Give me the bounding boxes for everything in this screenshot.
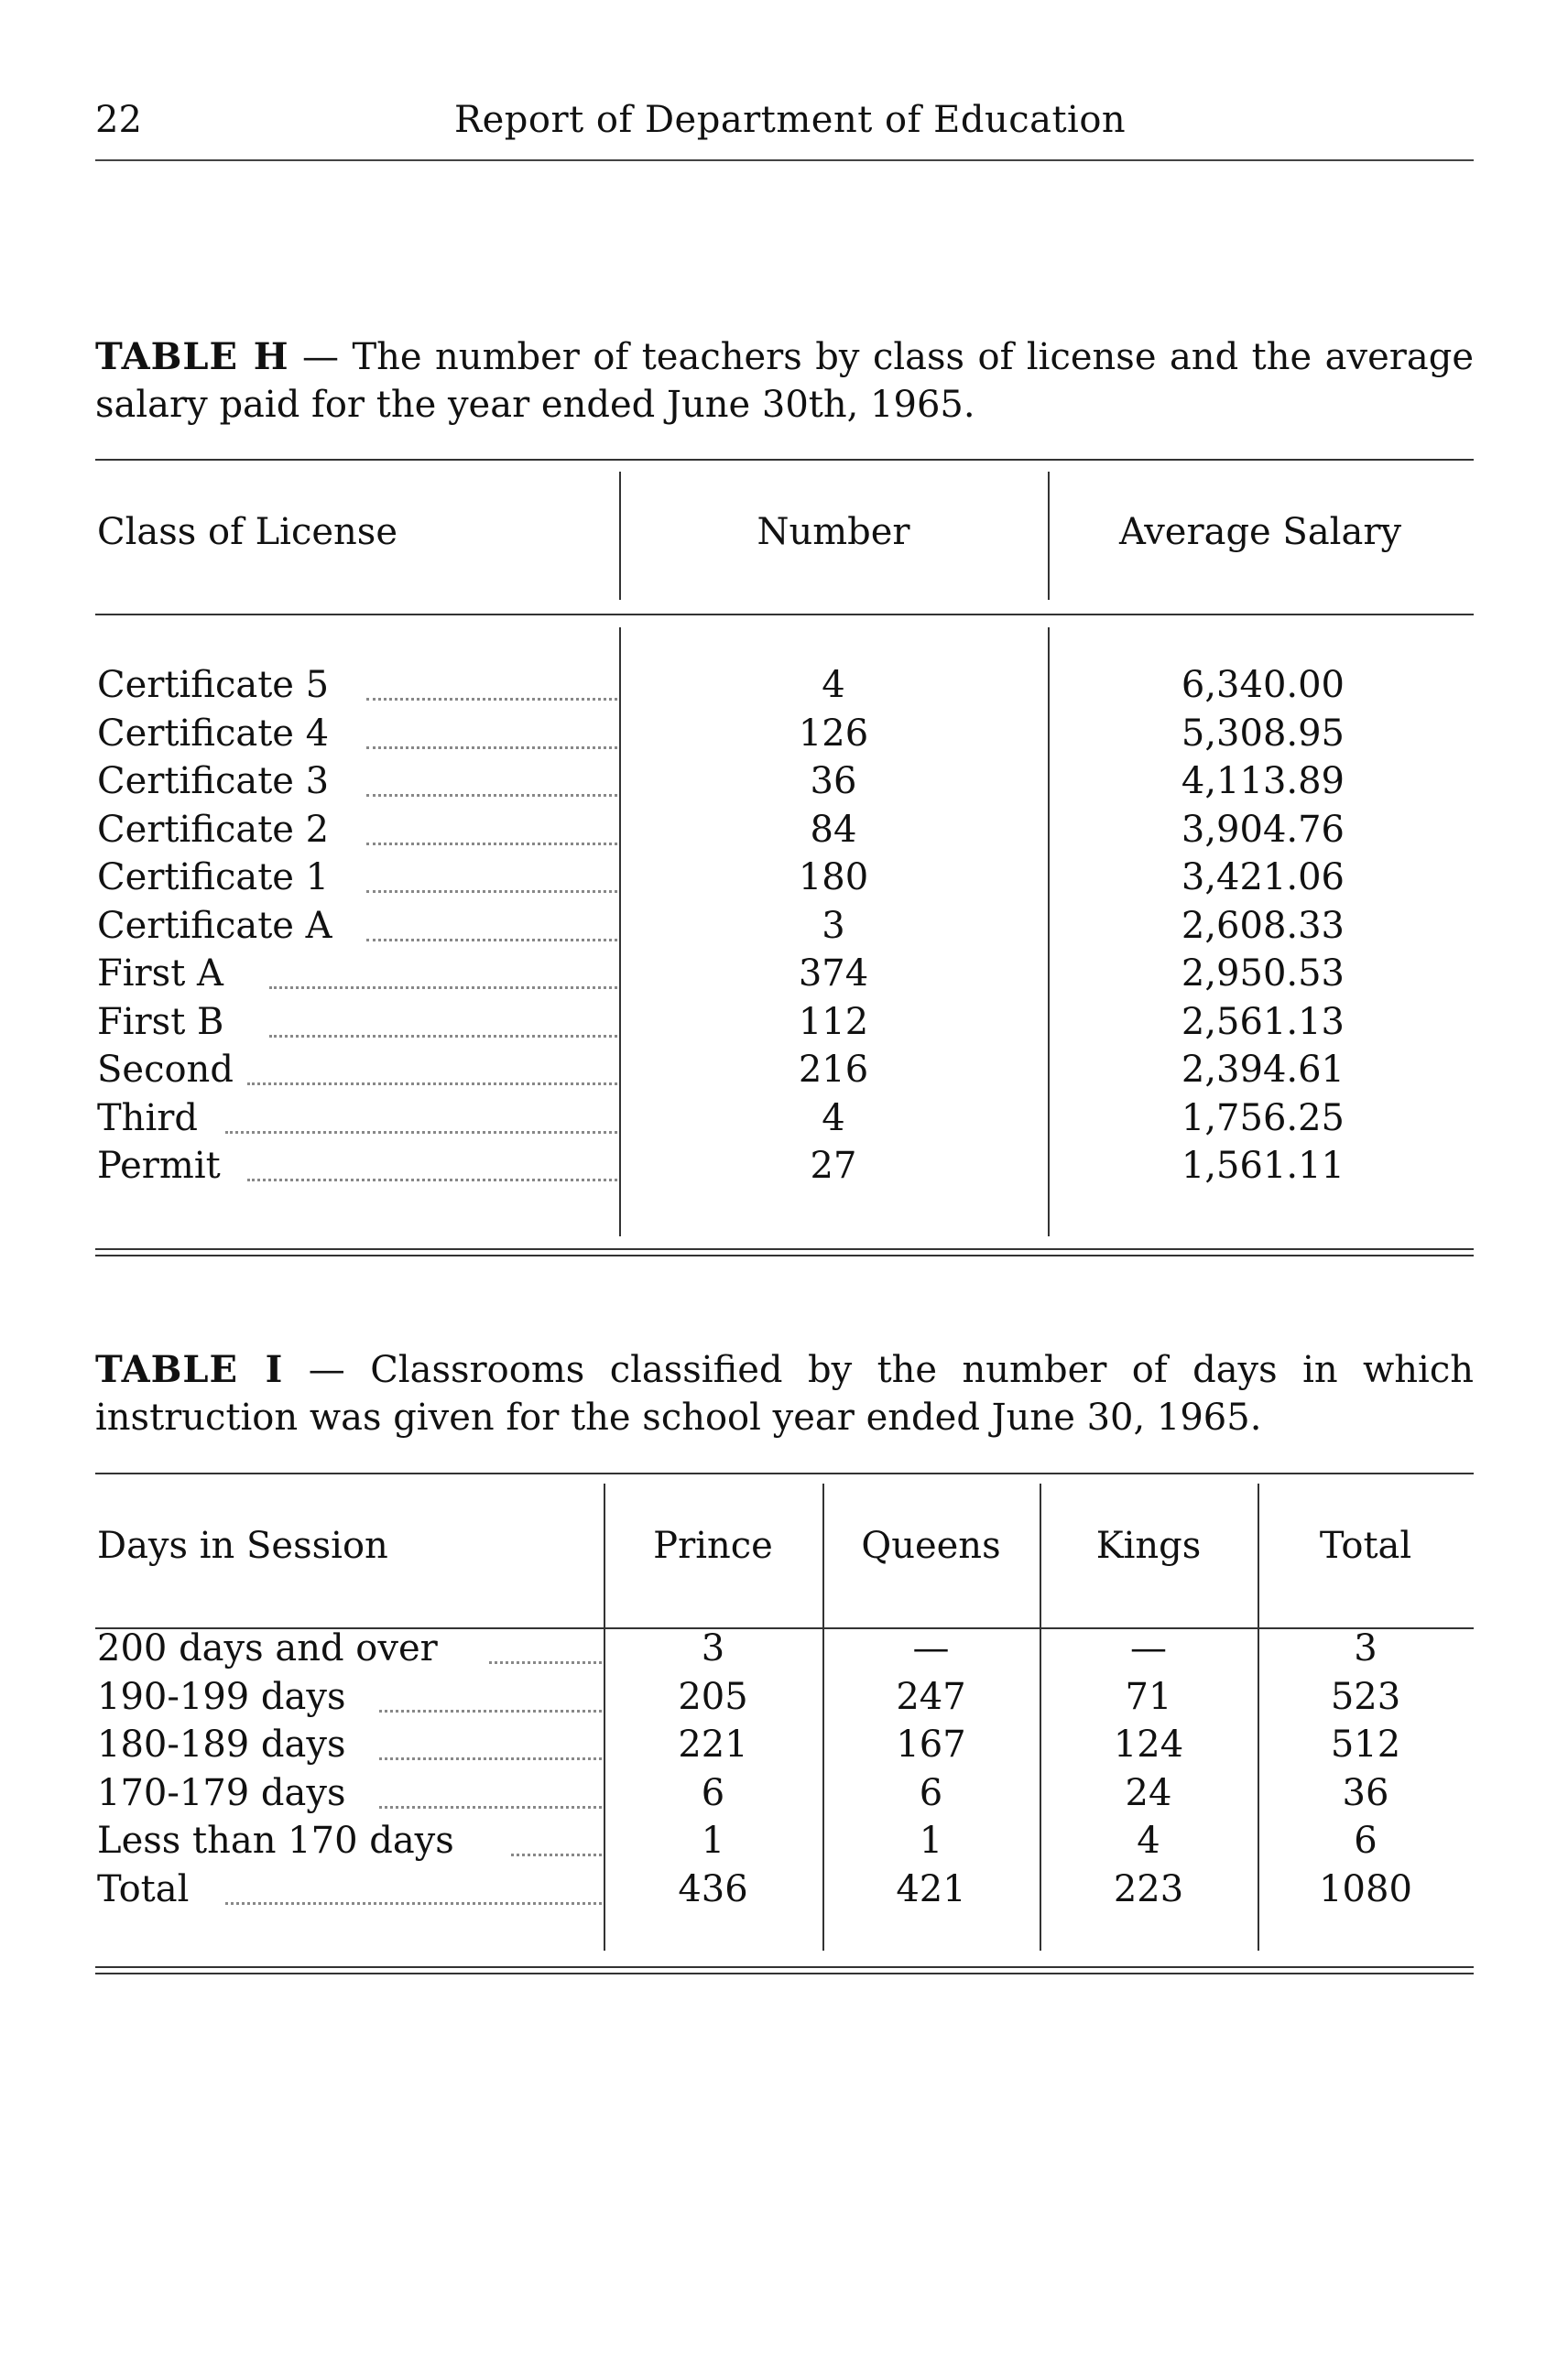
table-row-label: Certificate 4 xyxy=(97,712,330,755)
table-h-col-header: Class of License xyxy=(97,511,398,553)
table-row-label: Less than 170 days xyxy=(97,1820,454,1862)
table-cell: 1080 xyxy=(1319,1868,1412,1910)
table-cell: 2,950.53 xyxy=(1181,952,1345,995)
table-cell: 247 xyxy=(896,1676,966,1718)
table-row-label: Second xyxy=(97,1049,234,1091)
table-row-label: Certificate 1 xyxy=(97,856,330,898)
table-i-col-header: Kings xyxy=(1095,1525,1202,1567)
table-row-label: Certificate A xyxy=(97,905,332,947)
leader-dots xyxy=(366,794,617,797)
leader-dots xyxy=(366,890,617,893)
table-row-label: 200 days and over xyxy=(97,1627,438,1669)
table-cell: 27 xyxy=(810,1145,857,1187)
leader-dots xyxy=(511,1854,602,1856)
table-cell: 2,561.13 xyxy=(1181,1001,1345,1043)
table-cell: 180 xyxy=(798,856,869,898)
table-cell: 5,308.95 xyxy=(1181,712,1345,755)
table-h-top-rule xyxy=(95,459,1474,461)
table-cell: 6 xyxy=(919,1772,943,1814)
table-cell: 512 xyxy=(1330,1724,1401,1766)
leader-dots xyxy=(247,1082,617,1085)
table-h-bottom-rule xyxy=(95,1248,1474,1256)
table-cell: 3 xyxy=(822,905,845,947)
table-i-top-rule xyxy=(95,1473,1474,1474)
running-title: Report of Department of Education xyxy=(454,99,1127,141)
table-h-col-header: Number xyxy=(757,511,910,553)
table-cell: 4 xyxy=(822,1097,845,1139)
page-header xyxy=(95,99,1474,150)
table-h-header-rule xyxy=(95,614,1474,615)
table-i-col-header: Prince xyxy=(653,1525,773,1567)
table-i-bottom-rule xyxy=(95,1966,1474,1974)
table-cell: 1,561.11 xyxy=(1181,1145,1345,1187)
table-cell: 6 xyxy=(701,1772,725,1814)
table-row-label: 180-189 days xyxy=(97,1724,346,1766)
table-cell: 4 xyxy=(1137,1820,1160,1862)
table-cell: 2,608.33 xyxy=(1181,905,1345,947)
leader-dots xyxy=(379,1710,602,1713)
table-i-label: TABLE I xyxy=(95,1348,284,1391)
leader-dots xyxy=(379,1757,602,1760)
table-cell: 3,421.06 xyxy=(1181,856,1345,898)
table-cell: 6,340.00 xyxy=(1181,664,1345,706)
table-cell: 216 xyxy=(798,1049,869,1091)
leader-dots xyxy=(269,1035,617,1038)
table-cell: 6 xyxy=(1354,1820,1377,1862)
table-cell: 167 xyxy=(896,1724,966,1766)
table-i-caption xyxy=(95,1346,1474,1441)
page-number: 22 xyxy=(95,99,142,141)
table-cell: 1 xyxy=(701,1820,725,1862)
table-row-label: Third xyxy=(97,1097,198,1139)
leader-dots xyxy=(269,986,617,989)
table-cell: 221 xyxy=(678,1724,748,1766)
table-h-caption xyxy=(95,333,1474,429)
leader-dots xyxy=(379,1806,602,1809)
table-cell: 1 xyxy=(919,1820,943,1862)
leader-dots xyxy=(366,698,617,701)
table-cell: 523 xyxy=(1330,1676,1401,1718)
table-cell: 421 xyxy=(896,1868,966,1910)
table-cell: — xyxy=(912,1627,950,1669)
table-row-label: Certificate 2 xyxy=(97,809,330,851)
header-rule xyxy=(95,159,1474,161)
table-cell: 112 xyxy=(798,1001,869,1043)
table-row-label: First A xyxy=(97,952,223,995)
table-cell: 2,394.61 xyxy=(1181,1049,1345,1091)
table-cell: 4 xyxy=(822,664,845,706)
table-row-label: 170-179 days xyxy=(97,1772,346,1814)
table-i-col-header: Queens xyxy=(861,1525,1001,1567)
table-cell: 84 xyxy=(810,809,857,851)
table-cell: 374 xyxy=(798,952,869,995)
leader-dots xyxy=(366,939,617,941)
leader-dots xyxy=(225,1131,617,1134)
table-cell: 436 xyxy=(678,1868,748,1910)
table-row-label: Certificate 5 xyxy=(97,664,330,706)
table-i-caption-text: — Classrooms classified by the number of days in which instruction was given for the school year ended June 30, 1965. xyxy=(95,1349,1475,1439)
table-cell: 1,756.25 xyxy=(1181,1097,1345,1139)
table-cell: 3 xyxy=(701,1627,725,1669)
table-i-col-header: Days in Session xyxy=(97,1525,388,1567)
leader-dots xyxy=(366,746,617,749)
table-cell: 124 xyxy=(1113,1724,1184,1766)
leader-dots xyxy=(366,843,617,845)
table-row-label: 190-199 days xyxy=(97,1676,346,1718)
table-h-col-header: Average Salary xyxy=(1118,511,1402,553)
table-h-caption-text: — The number of teachers by class of license and the average salary paid for the year ended June 30th, 1965. xyxy=(95,336,1474,426)
table-row-label: Total xyxy=(97,1868,190,1910)
table-cell: 24 xyxy=(1125,1772,1172,1814)
table-cell: 36 xyxy=(1342,1772,1389,1814)
table-cell: 36 xyxy=(810,760,857,802)
table-cell: — xyxy=(1130,1627,1167,1669)
leader-dots xyxy=(225,1902,602,1905)
table-cell: 3 xyxy=(1354,1627,1377,1669)
leader-dots xyxy=(247,1179,617,1181)
table-i-col-header: Total xyxy=(1319,1525,1412,1567)
table-cell: 4,113.89 xyxy=(1181,760,1345,802)
table-h-divider xyxy=(1048,627,1050,1236)
table-cell: 3,904.76 xyxy=(1181,809,1345,851)
table-row-label: Permit xyxy=(97,1145,221,1187)
table-cell: 205 xyxy=(678,1676,748,1718)
table-h-label: TABLE H xyxy=(95,335,289,378)
table-row-label: Certificate 3 xyxy=(97,760,330,802)
leader-dots xyxy=(489,1661,602,1664)
table-cell: 126 xyxy=(798,712,869,755)
table-cell: 223 xyxy=(1113,1868,1184,1910)
table-cell: 71 xyxy=(1125,1676,1172,1718)
table-row-label: First B xyxy=(97,1001,224,1043)
